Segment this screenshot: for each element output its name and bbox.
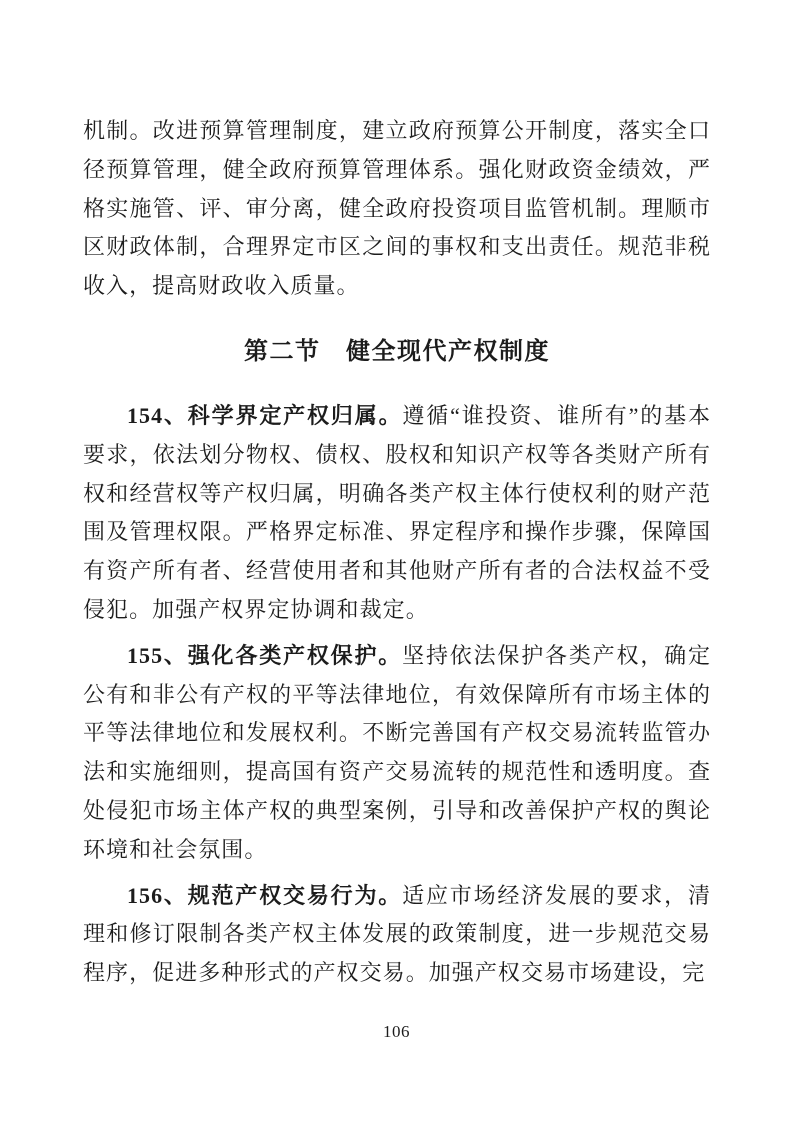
item-155-lead: 155、强化各类产权保护。 xyxy=(127,642,403,668)
item-154-lead: 154、科学界定产权归属。 xyxy=(127,402,403,428)
paragraph-item-156 xyxy=(83,877,711,993)
item-154-body: 遵循“谁投资、谁所有”的基本要求，依法划分物权、债权、股权和知识产权等各类财产所有权和经营权等产权归属，明确各类产权主体行使权利的财产范围及管理权限。严格界定标准、界定程序和操作步骤，保障国有资产所有者、经营使用者和其他财产所有者的合法权益不受侵犯。加强产权界定协调和裁定。 xyxy=(83,402,712,622)
item-156-lead: 156、规范产权交易行为。 xyxy=(127,882,403,908)
item-155-body: 坚持依法保护各类产权，确定公有和非公有产权的平等法律地位，有效保障所有市场主体的平等法律地位和发展权利。不断完善国有产权交易流转监管办法和实施细则，提高国有资产交易流转的规范性和透明度。查处侵犯市场主体产权的典型案例，引导和改善保护产权的舆论环境和社会氛围。 xyxy=(83,642,712,862)
paragraph-item-154 xyxy=(83,397,711,630)
page-number: 106 xyxy=(383,1022,410,1041)
paragraph-item-155 xyxy=(83,637,711,870)
item-156-body: 适应市场经济发展的要求，清理和修订限制各类产权主体发展的政策制度，进一步规范交易程序，促进多种形式的产权交易。加强产权交易市场建设，完 xyxy=(83,882,712,986)
paragraph-continuation: 机制。改进预算管理制度，建立政府预算公开制度，落实全口径预算管理，健全政府预算管理体系。强化财政资金绩效，严格实施管、评、审分离，健全政府投资项目监管机制。理顺市区财政体制，合理界定市区之间的事权和支出责任。规范非税收入，提高财政收入质量。 xyxy=(83,118,711,299)
section-heading: 第二节 健全现代产权制度 xyxy=(244,338,550,365)
